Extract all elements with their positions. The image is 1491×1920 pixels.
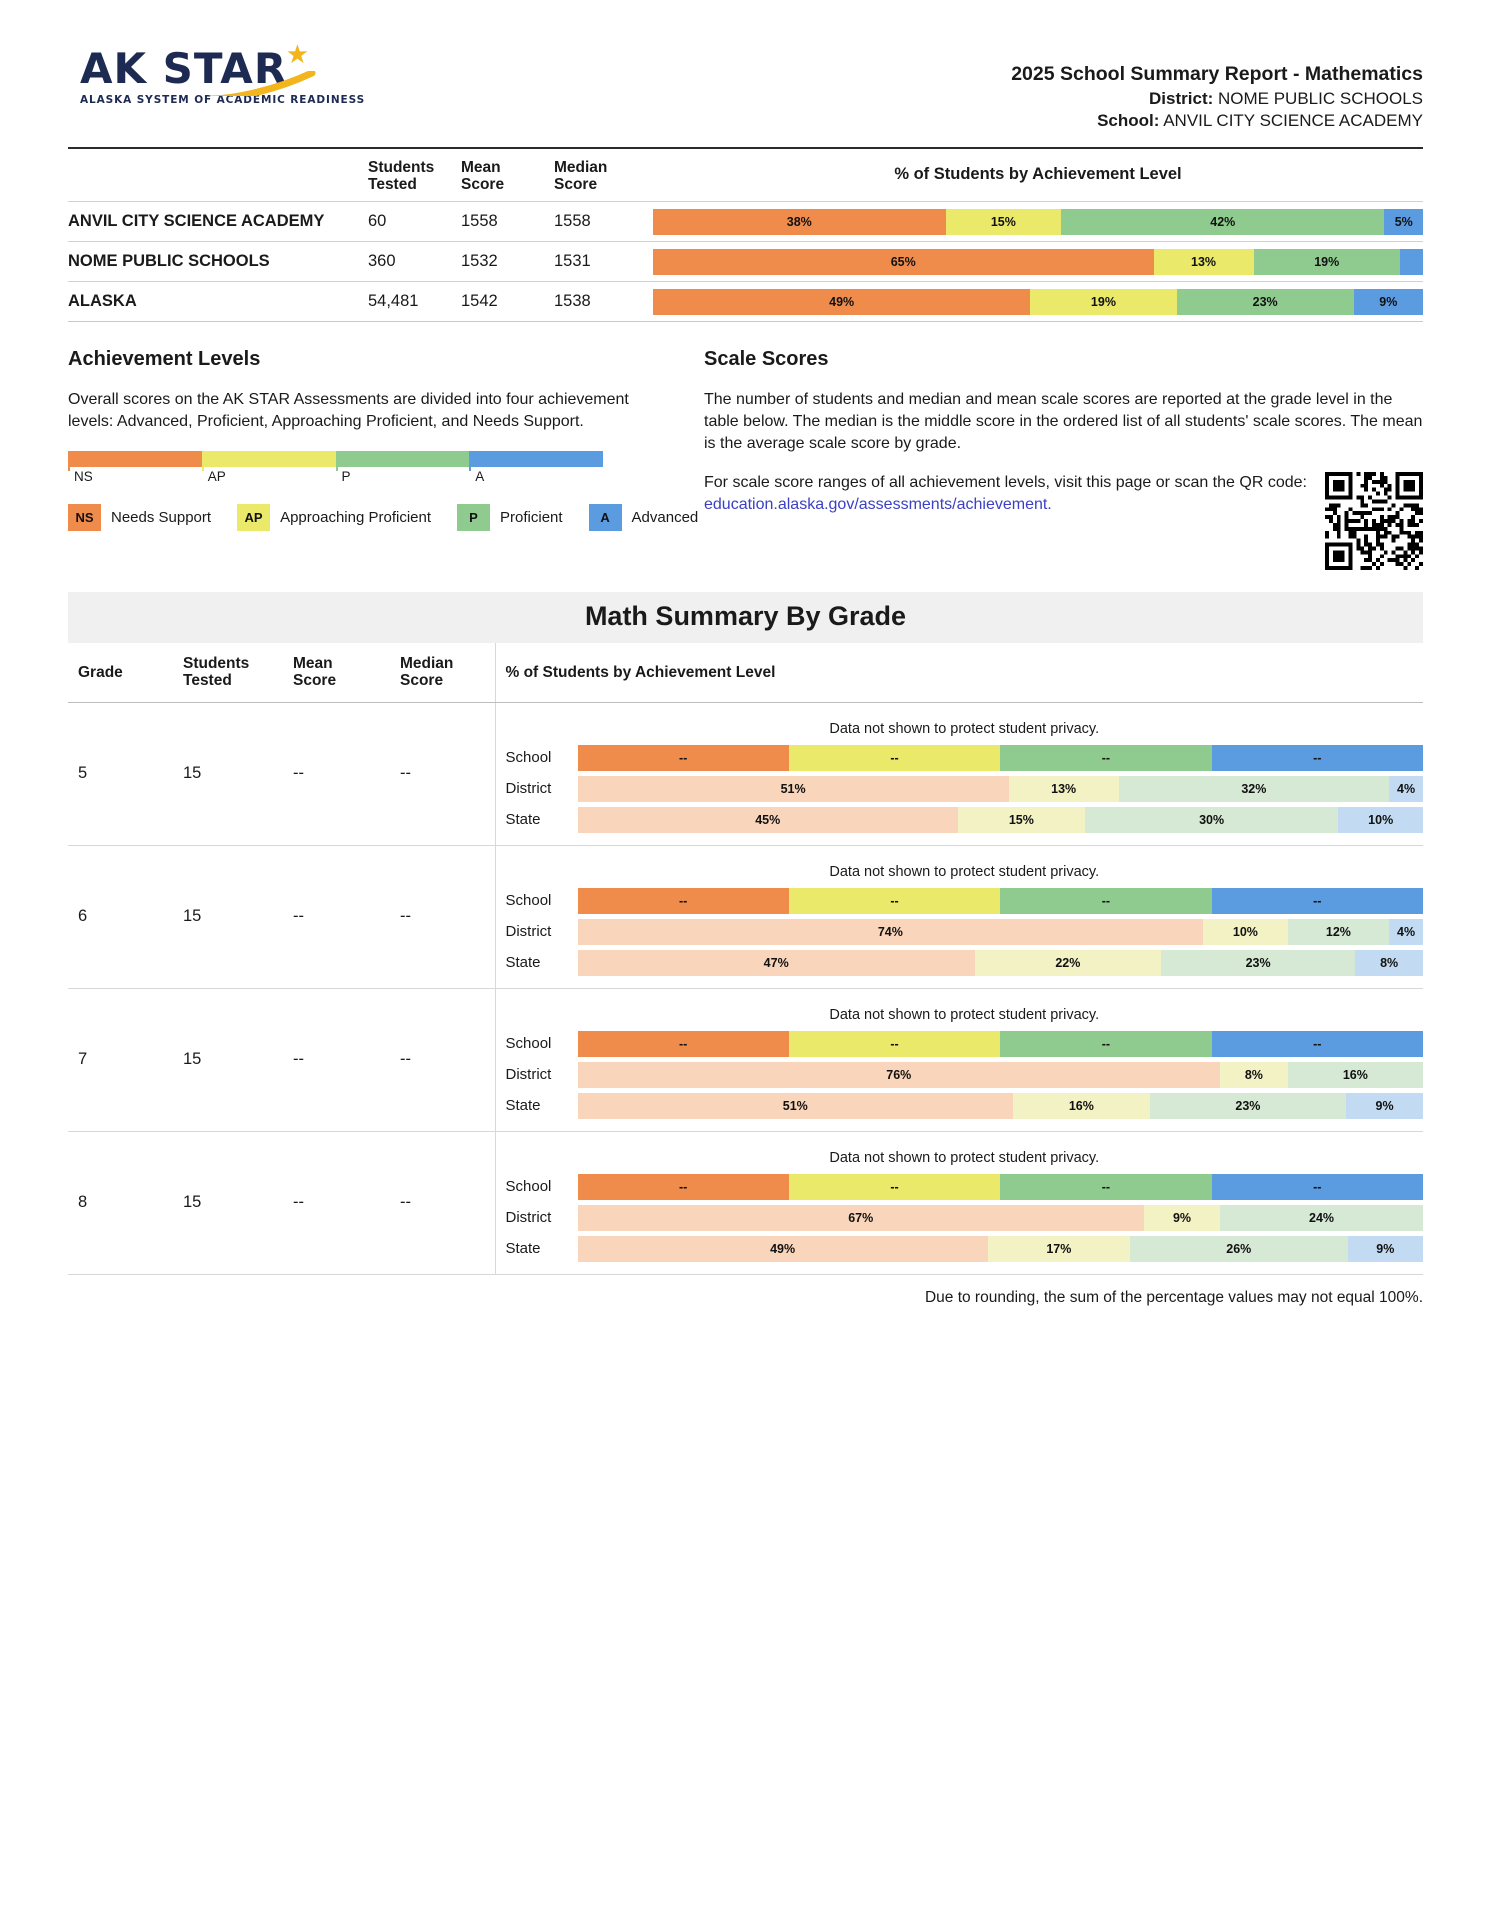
bar-row-chart-state bbox=[578, 950, 1424, 976]
bar-row-chart-district bbox=[578, 776, 1424, 802]
header-titles bbox=[1011, 48, 1423, 133]
logo-subtitle: ALASKA SYSTEM OF ACADEMIC READINESS bbox=[80, 94, 366, 106]
row-students-tested: 54,481 bbox=[368, 292, 419, 311]
cell-mean-score: -- bbox=[283, 702, 390, 845]
achievement-bar bbox=[653, 289, 1423, 315]
cell-median-score: -- bbox=[390, 1131, 495, 1274]
cell-achievement-chart bbox=[495, 1131, 1423, 1274]
table-row bbox=[68, 202, 1423, 242]
bar-segment-proficient: 16% bbox=[1288, 1062, 1423, 1088]
legend-badge-approaching-proficient: AP bbox=[237, 504, 270, 531]
bar-segment-needs-support: 67% bbox=[578, 1205, 1144, 1231]
bar-segment-advanced: 4% bbox=[1389, 776, 1423, 802]
bar-segment-proficient: -- bbox=[1000, 1031, 1211, 1057]
bar-segment-needs-support: -- bbox=[578, 1174, 789, 1200]
achievement-bar bbox=[578, 1174, 1424, 1200]
bar-segment-approaching-proficient: 10% bbox=[1203, 919, 1288, 945]
bar-row-label-school: School bbox=[505, 1035, 552, 1053]
summary-header-blank bbox=[68, 165, 368, 185]
scale-band-needs-support bbox=[68, 451, 202, 467]
scale-band-proficient bbox=[336, 451, 470, 467]
bar-row-label-state: State bbox=[505, 1097, 541, 1115]
report-title: 2025 School Summary Report - Mathematics bbox=[1011, 63, 1423, 85]
summary-header-row bbox=[68, 149, 1423, 203]
qr-code-icon[interactable] bbox=[1325, 472, 1423, 570]
grade-header-row bbox=[68, 643, 1423, 702]
achievement-bar bbox=[578, 1236, 1424, 1262]
bar-segment-approaching-proficient: -- bbox=[789, 1031, 1000, 1057]
bar-segment-approaching-proficient: 15% bbox=[958, 807, 1085, 833]
bar-row-label-district: District bbox=[505, 1066, 552, 1084]
qr-section bbox=[704, 472, 1423, 570]
table-row bbox=[68, 242, 1423, 282]
header-mean-score: Mean Score bbox=[461, 158, 505, 193]
achievement-bar bbox=[578, 1205, 1424, 1231]
rounding-footnote: Due to rounding, the sum of the percentage values may not equal 100%. bbox=[924, 1288, 1423, 1306]
bar-row-label-state: State bbox=[505, 811, 541, 829]
bar-segment-proficient: -- bbox=[1000, 888, 1211, 914]
bar-segment-advanced: -- bbox=[1212, 1174, 1423, 1200]
bar-segment-advanced: 8% bbox=[1355, 950, 1423, 976]
achievement-scale bbox=[68, 451, 603, 484]
bar-segment-needs-support: 47% bbox=[578, 950, 975, 976]
bar-row-label-state: State bbox=[505, 1240, 541, 1258]
scale-tick-approaching-proficient: AP bbox=[202, 467, 336, 484]
col-header-students-tested: Students Tested bbox=[173, 643, 283, 702]
achievement-levels-block bbox=[68, 348, 699, 570]
achievement-bar bbox=[578, 745, 1424, 771]
header-achievement-chart: % of Students by Achievement Level bbox=[894, 165, 1182, 184]
bar-segment-proficient: 32% bbox=[1119, 776, 1390, 802]
bar-segment-advanced: 9% bbox=[1354, 289, 1423, 315]
bar-row-school bbox=[506, 745, 1424, 771]
tick-mark bbox=[68, 451, 70, 471]
bar-segment-needs-support: 76% bbox=[578, 1062, 1221, 1088]
bar-segment-proficient: 23% bbox=[1150, 1093, 1346, 1119]
bar-row-school bbox=[506, 1031, 1424, 1057]
bar-segment-proficient: 19% bbox=[1254, 249, 1400, 275]
legend-label-proficient: Proficient bbox=[500, 508, 563, 526]
bar-segment-needs-support: -- bbox=[578, 745, 789, 771]
cell-mean-score: -- bbox=[283, 1131, 390, 1274]
legend-item-needs-support bbox=[68, 504, 211, 531]
legend-label-needs-support: Needs Support bbox=[111, 508, 212, 526]
bar-row-district bbox=[506, 919, 1424, 945]
row-entity-name: ALASKA bbox=[68, 292, 137, 311]
bar-segment-proficient: 23% bbox=[1161, 950, 1355, 976]
bar-segment-proficient: 26% bbox=[1130, 1236, 1348, 1262]
school-label: School: bbox=[1097, 111, 1160, 131]
achievement-legend bbox=[68, 504, 699, 531]
bar-row-label-state: State bbox=[505, 954, 541, 972]
bar-segment-needs-support: 45% bbox=[578, 807, 958, 833]
col-header-mean-score: Mean Score bbox=[283, 643, 390, 702]
school-line bbox=[1011, 110, 1423, 132]
privacy-note: Data not shown to protect student privacy. bbox=[829, 1006, 1100, 1023]
achievement-bar bbox=[578, 950, 1424, 976]
achievement-levels-title: Achievement Levels bbox=[68, 348, 261, 371]
bar-segment-approaching-proficient: -- bbox=[789, 888, 1000, 914]
bar-segment-approaching-proficient: 22% bbox=[975, 950, 1161, 976]
bar-segment-proficient: 30% bbox=[1085, 807, 1339, 833]
bar-segment-approaching-proficient: -- bbox=[789, 745, 1000, 771]
table-row bbox=[68, 1131, 1423, 1274]
row-mean-score: 1542 bbox=[461, 292, 498, 311]
school-value: ANVIL CITY SCIENCE ACADEMY bbox=[1163, 111, 1423, 131]
bar-segment-advanced: -- bbox=[1212, 745, 1423, 771]
bar-segment-proficient: -- bbox=[1000, 1174, 1211, 1200]
qr-text-block bbox=[704, 472, 1311, 515]
cell-mean-score: -- bbox=[283, 845, 390, 988]
bar-row-label-school: School bbox=[505, 749, 552, 767]
scale-band-approaching-proficient bbox=[202, 451, 336, 467]
legend-label-approaching-proficient: Approaching Proficient bbox=[280, 508, 432, 526]
summary-table bbox=[68, 147, 1423, 323]
col-header-achievement: % of Students by Achievement Level bbox=[495, 643, 1423, 702]
bar-row-school bbox=[506, 1174, 1424, 1200]
district-line bbox=[1011, 88, 1423, 110]
scale-scores-block bbox=[704, 348, 1423, 570]
bar-row-chart-state bbox=[578, 1093, 1424, 1119]
bar-segment-advanced: -- bbox=[1212, 1031, 1423, 1057]
bar-segment-advanced: 5% bbox=[1384, 209, 1423, 235]
grade-table-body bbox=[68, 702, 1423, 1274]
row-mean-score: 1558 bbox=[461, 212, 498, 231]
scale-scores-title: Scale Scores bbox=[704, 348, 829, 371]
table-row bbox=[68, 988, 1423, 1131]
achievement-levels-body: Overall scores on the AK STAR Assessments are divided into four achievement levels: Advanced, Proficient, Approaching Proficient, and Needs Support. bbox=[68, 391, 629, 430]
row-median-score: 1558 bbox=[554, 212, 591, 231]
bar-row-label-district: District bbox=[505, 1209, 552, 1227]
cell-median-score: -- bbox=[390, 702, 495, 845]
achievement-bar bbox=[578, 919, 1424, 945]
bar-segment-advanced: 4% bbox=[1389, 919, 1423, 945]
header-students-tested: Students Tested bbox=[368, 158, 435, 193]
info-section bbox=[68, 348, 1423, 570]
row-students-tested: 60 bbox=[368, 212, 387, 231]
district-label: District: bbox=[1149, 88, 1214, 108]
privacy-note: Data not shown to protect student privacy. bbox=[829, 863, 1100, 880]
legend-label-advanced: Advanced bbox=[631, 508, 699, 526]
achievement-bar bbox=[578, 888, 1424, 914]
bar-segment-needs-support: 49% bbox=[653, 289, 1030, 315]
bar-segment-needs-support: 38% bbox=[653, 209, 946, 235]
bar-row-chart-school bbox=[578, 745, 1424, 771]
cell-grade: 6 bbox=[68, 845, 173, 988]
bar-segment-approaching-proficient: 19% bbox=[1030, 289, 1176, 315]
bar-row-district bbox=[506, 1205, 1424, 1231]
grade-table-title: Math Summary By Grade bbox=[68, 592, 1423, 643]
cell-median-score: -- bbox=[390, 988, 495, 1131]
bar-segment-needs-support: 51% bbox=[578, 1093, 1014, 1119]
bar-segment-approaching-proficient: 16% bbox=[1013, 1093, 1150, 1119]
logo-wordmark bbox=[80, 40, 318, 93]
legend-badge-needs-support: NS bbox=[68, 504, 101, 531]
bar-row-label-school: School bbox=[505, 1178, 552, 1196]
scale-tick-labels bbox=[68, 467, 603, 484]
privacy-note: Data not shown to protect student privacy. bbox=[829, 720, 1100, 737]
achievement-bar bbox=[578, 1031, 1424, 1057]
bar-row-chart-district bbox=[578, 919, 1424, 945]
achievement-bar bbox=[578, 776, 1424, 802]
bar-row-label-district: District bbox=[505, 923, 552, 941]
cell-students-tested: 15 bbox=[173, 988, 283, 1131]
bar-row-chart-school bbox=[578, 888, 1424, 914]
bar-segment-approaching-proficient: -- bbox=[789, 1174, 1000, 1200]
logo-title-text: AK STAR bbox=[80, 44, 288, 93]
ak-star-logo bbox=[68, 40, 366, 106]
tick-mark bbox=[202, 451, 204, 471]
legend-item-proficient bbox=[457, 504, 563, 531]
scale-scores-body: The number of students and median and mean scale scores are reported at the grade level in the table below. The median is the middle score in the ordered list of all students' scale scores. The mean is the average scale score by grade. bbox=[704, 391, 1423, 452]
privacy-note: Data not shown to protect student privacy. bbox=[829, 1149, 1100, 1166]
bar-segment-approaching-proficient: 17% bbox=[988, 1236, 1130, 1262]
bar-segment-proficient: 12% bbox=[1288, 919, 1389, 945]
cell-achievement-chart bbox=[495, 988, 1423, 1131]
row-entity-name: NOME PUBLIC SCHOOLS bbox=[68, 252, 270, 271]
bar-segment-approaching-proficient: 13% bbox=[1154, 249, 1254, 275]
achievement-bar bbox=[578, 807, 1424, 833]
row-entity-name: ANVIL CITY SCIENCE ACADEMY bbox=[68, 212, 325, 231]
legend-item-advanced bbox=[589, 504, 699, 531]
achievement-bar bbox=[653, 249, 1423, 275]
bar-row-state bbox=[506, 950, 1424, 976]
grade-table bbox=[68, 643, 1423, 1275]
cell-students-tested: 15 bbox=[173, 845, 283, 988]
legend-badge-advanced: A bbox=[589, 504, 622, 531]
row-median-score: 1538 bbox=[554, 292, 591, 311]
summary-body bbox=[68, 202, 1423, 322]
bar-row-label-school: School bbox=[505, 892, 552, 910]
page-header bbox=[68, 0, 1423, 133]
bar-row-chart-school bbox=[578, 1031, 1424, 1057]
bar-segment-advanced: -- bbox=[1212, 888, 1423, 914]
cell-students-tested: 15 bbox=[173, 702, 283, 845]
table-row bbox=[68, 845, 1423, 988]
achievement-bar bbox=[578, 1093, 1424, 1119]
legend-badge-proficient: P bbox=[457, 504, 490, 531]
bar-segment-approaching-proficient: 8% bbox=[1220, 1062, 1288, 1088]
cell-grade: 7 bbox=[68, 988, 173, 1131]
bar-segment-advanced: 9% bbox=[1346, 1093, 1423, 1119]
table-row bbox=[68, 702, 1423, 845]
scale-tick-needs-support: NS bbox=[68, 467, 202, 484]
bar-segment-approaching-proficient: 13% bbox=[1009, 776, 1119, 802]
legend-item-approaching-proficient bbox=[237, 504, 431, 531]
bar-row-school bbox=[506, 888, 1424, 914]
bar-segment-proficient: 23% bbox=[1177, 289, 1354, 315]
bar-row-chart-state bbox=[578, 1236, 1424, 1262]
bar-row-state bbox=[506, 1093, 1424, 1119]
bar-segment-approaching-proficient: 9% bbox=[1144, 1205, 1220, 1231]
achievement-link[interactable]: education.alaska.gov/assessments/achievement. bbox=[704, 495, 1052, 513]
bar-row-label-district: District bbox=[505, 780, 552, 798]
cell-achievement-chart bbox=[495, 845, 1423, 988]
scale-tick-advanced: A bbox=[469, 467, 603, 484]
bar-segment-advanced bbox=[1400, 249, 1423, 275]
row-achievement-chart bbox=[647, 243, 1423, 281]
cell-mean-score: -- bbox=[283, 988, 390, 1131]
bar-row-chart-school bbox=[578, 1174, 1424, 1200]
cell-median-score: -- bbox=[390, 845, 495, 988]
bar-segment-needs-support: -- bbox=[578, 1031, 789, 1057]
district-value: NOME PUBLIC SCHOOLS bbox=[1218, 88, 1423, 108]
tick-mark bbox=[469, 451, 471, 471]
bar-segment-needs-support: -- bbox=[578, 888, 789, 914]
bar-segment-needs-support: 49% bbox=[578, 1236, 988, 1262]
bar-row-district bbox=[506, 1062, 1424, 1088]
tick-mark bbox=[336, 451, 338, 471]
bar-segment-proficient: 42% bbox=[1061, 209, 1384, 235]
cell-achievement-chart bbox=[495, 702, 1423, 845]
header-median-score: Median Score bbox=[554, 158, 608, 193]
achievement-bar bbox=[578, 1062, 1424, 1088]
table-row bbox=[68, 282, 1423, 322]
bar-segment-proficient: 24% bbox=[1220, 1205, 1423, 1231]
bar-segment-approaching-proficient: 15% bbox=[946, 209, 1062, 235]
bar-row-district bbox=[506, 776, 1424, 802]
scale-band-advanced bbox=[469, 451, 603, 467]
cell-grade: 8 bbox=[68, 1131, 173, 1274]
bar-segment-advanced: 10% bbox=[1338, 807, 1423, 833]
bar-row-chart-district bbox=[578, 1062, 1424, 1088]
cell-students-tested: 15 bbox=[173, 1131, 283, 1274]
row-achievement-chart bbox=[647, 283, 1423, 321]
star-icon: ★ bbox=[285, 40, 310, 70]
achievement-bar bbox=[653, 209, 1423, 235]
bar-segment-needs-support: 51% bbox=[578, 776, 1009, 802]
row-median-score: 1531 bbox=[554, 252, 591, 271]
bar-segment-needs-support: 74% bbox=[578, 919, 1204, 945]
row-mean-score: 1532 bbox=[461, 252, 498, 271]
row-students-tested: 360 bbox=[368, 252, 396, 271]
bar-segment-needs-support: 65% bbox=[653, 249, 1154, 275]
bar-row-chart-district bbox=[578, 1205, 1424, 1231]
bar-segment-advanced: 9% bbox=[1348, 1236, 1423, 1262]
qr-prompt: For scale score ranges of all achievement levels, visit this page or scan the QR code: bbox=[704, 474, 1307, 492]
col-header-median-score: Median Score bbox=[390, 643, 495, 702]
row-achievement-chart bbox=[647, 203, 1423, 241]
bar-row-state bbox=[506, 1236, 1424, 1262]
bar-row-chart-state bbox=[578, 807, 1424, 833]
cell-grade: 5 bbox=[68, 702, 173, 845]
bar-segment-proficient: -- bbox=[1000, 745, 1211, 771]
scale-tick-proficient: P bbox=[336, 467, 470, 484]
bar-row-state bbox=[506, 807, 1424, 833]
col-header-grade: Grade bbox=[68, 643, 173, 702]
